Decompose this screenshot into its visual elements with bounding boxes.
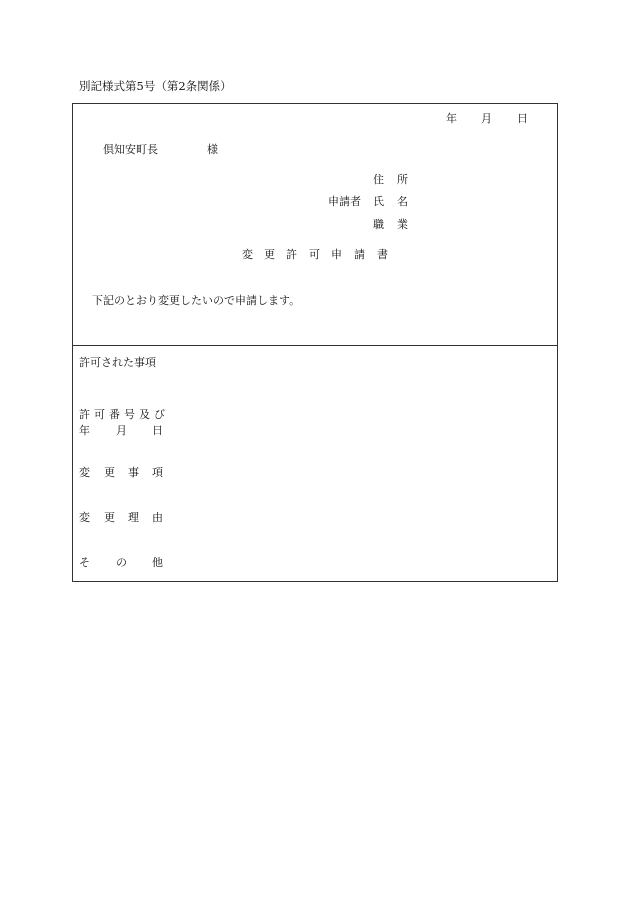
permitted-matters-label: 許可された事項 bbox=[79, 356, 156, 369]
name-label-1: 氏 bbox=[373, 195, 384, 208]
form-frame bbox=[72, 103, 558, 582]
heading-char: 請 bbox=[354, 248, 365, 261]
addressee-honorific: 様 bbox=[207, 143, 218, 156]
date-day-label: 日 bbox=[517, 112, 528, 125]
occupation-label-2: 業 bbox=[397, 218, 408, 231]
name-label-2: 名 bbox=[397, 195, 408, 208]
address-label-2: 所 bbox=[397, 173, 408, 186]
heading-char: 更 bbox=[264, 248, 275, 261]
statement-text: 下記のとおり変更したいので申請します。 bbox=[92, 294, 301, 307]
section-divider bbox=[72, 345, 558, 346]
heading-char: 申 bbox=[331, 248, 342, 261]
applicant-label: 申請者 bbox=[328, 195, 361, 208]
heading-char: 可 bbox=[309, 248, 320, 261]
heading-char: 書 bbox=[377, 248, 388, 261]
occupation-label-1: 職 bbox=[373, 218, 384, 231]
address-label-1: 住 bbox=[373, 173, 384, 186]
heading-char: 変 bbox=[242, 248, 253, 261]
date-month-label: 月 bbox=[481, 112, 492, 125]
addressee-name: 倶知安町長 bbox=[103, 143, 158, 156]
form-title: 別記様式第5号（第2条関係） bbox=[79, 79, 232, 93]
heading-char: 許 bbox=[286, 248, 297, 261]
date-year-label: 年 bbox=[446, 112, 457, 125]
